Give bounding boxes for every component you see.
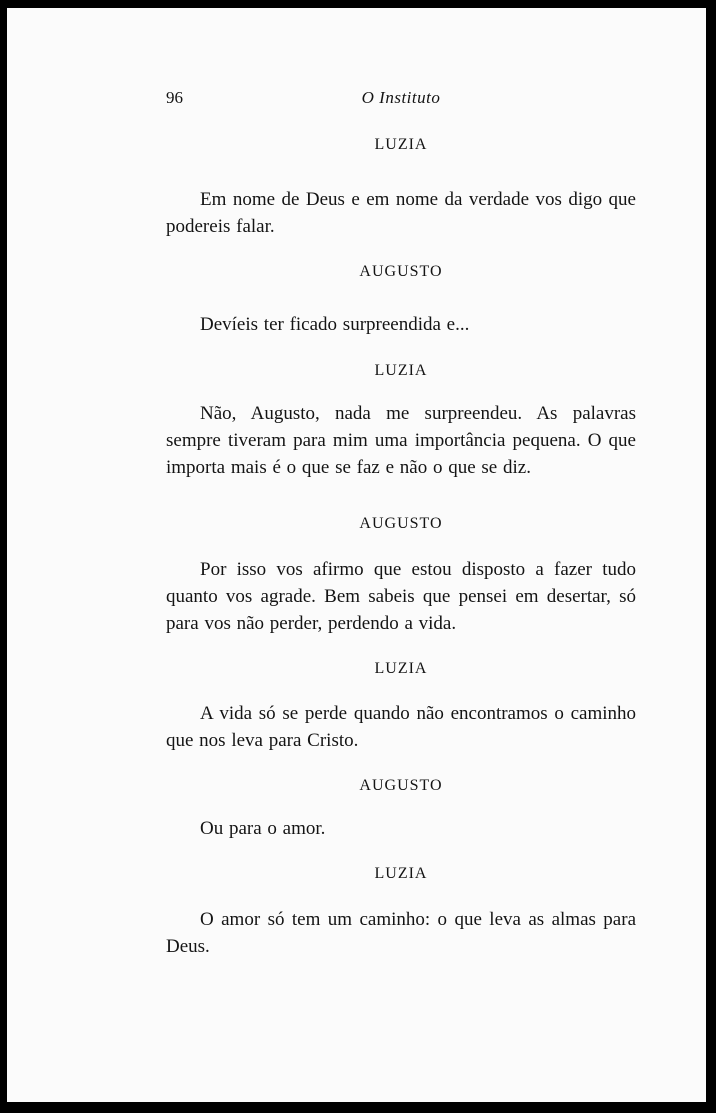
- speech-text: Não, Augusto, nada me surpreendeu. As palavras sempre tiveram para mim uma importância pequena. O que importa mais é o que se faz e não o que se diz.: [166, 403, 636, 478]
- speaker-name: AUGUSTO: [359, 515, 443, 532]
- speaker-name: LUZIA: [374, 362, 428, 379]
- speech-text: Em nome de Deus e em nome da verdade vos digo que podereis falar.: [166, 189, 636, 237]
- speech-text: Devíeis ter ficado surpreendida e...: [200, 314, 470, 335]
- speaker-name: LUZIA: [374, 660, 428, 677]
- speaker-name: AUGUSTO: [359, 263, 443, 280]
- speech-text: Ou para o amor.: [200, 818, 326, 839]
- speaker-name: LUZIA: [374, 136, 428, 153]
- speaker-name: AUGUSTO: [359, 777, 443, 794]
- speech-text: A vida só se perde quando não encontramos o caminho que nos leva para Cristo.: [166, 703, 636, 751]
- book-page: [7, 8, 706, 1102]
- speaker-name: LUZIA: [374, 865, 428, 882]
- speech-text: O amor só tem um caminho: o que leva as almas para Deus.: [166, 909, 636, 957]
- speech-text: Por isso vos afirmo que estou disposto a fazer tudo quanto vos agrade. Bem sabeis que pensei em desertar, só para vos não perder, perdendo a vida.: [166, 559, 636, 634]
- page-number: 96: [166, 88, 183, 107]
- running-title: O Instituto: [361, 88, 441, 107]
- page-header: [166, 88, 636, 112]
